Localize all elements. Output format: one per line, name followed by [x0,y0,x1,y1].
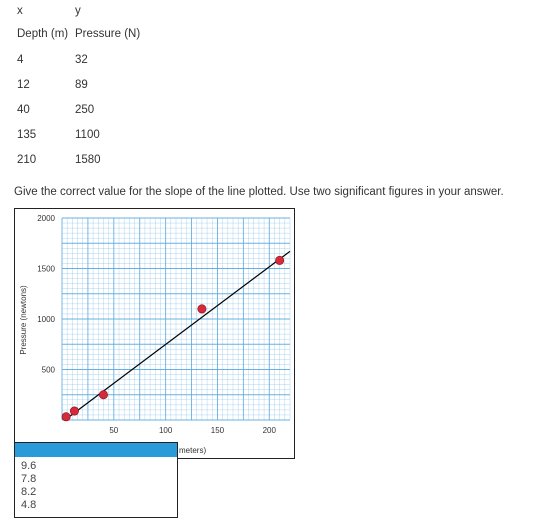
data-point [198,305,206,313]
table-row-x: 210 [17,154,37,166]
y-tick-label: 1000 [37,315,55,324]
table-row-x: 4 [17,54,24,66]
y-tick-label: 500 [41,365,55,375]
data-point [275,256,283,264]
header-depth: Depth (m) [17,28,69,40]
pressure-depth-chart [14,208,295,460]
x-tick-label: 200 [262,426,276,435]
y-tick-label: 2000 [37,214,55,223]
x-tick-label: 150 [210,426,225,435]
col-y-label: y [75,5,81,17]
y-axis-label: Pressure (newtons) [19,285,28,355]
y-tick-label: 1500 [37,264,55,274]
dropdown-selected-highlight[interactable] [15,443,177,457]
table-row-x: 135 [17,129,37,141]
dropdown-option[interactable]: 9.6 [21,460,37,472]
x-axis-label: meters) [179,446,207,455]
answer-dropdown[interactable] [14,442,178,518]
table-row-x: 12 [17,79,30,91]
table-row-y: 32 [75,54,88,66]
table-row-y: 89 [75,79,88,91]
header-pressure: Pressure (N) [75,28,141,40]
data-point [99,391,107,399]
question-text: Give the correct value for the slope of the line plotted. Use two significant figures in your answer. [14,186,504,198]
x-tick-label: 50 [109,426,119,435]
chart-grid [62,218,290,420]
table-row-x: 40 [17,104,30,116]
data-point [70,407,78,415]
col-x-label: x [17,5,23,17]
chart-frame [15,209,295,459]
table-row-y: 250 [75,104,95,116]
data-point [62,413,70,421]
dropdown-option[interactable]: 8.2 [21,486,37,498]
dropdown-option[interactable]: 7.8 [21,473,37,485]
table-row-y: 1580 [75,154,101,166]
table-row-y: 1100 [75,129,100,141]
dropdown-option[interactable]: 4.8 [21,499,37,511]
x-tick-label: 100 [158,426,173,435]
